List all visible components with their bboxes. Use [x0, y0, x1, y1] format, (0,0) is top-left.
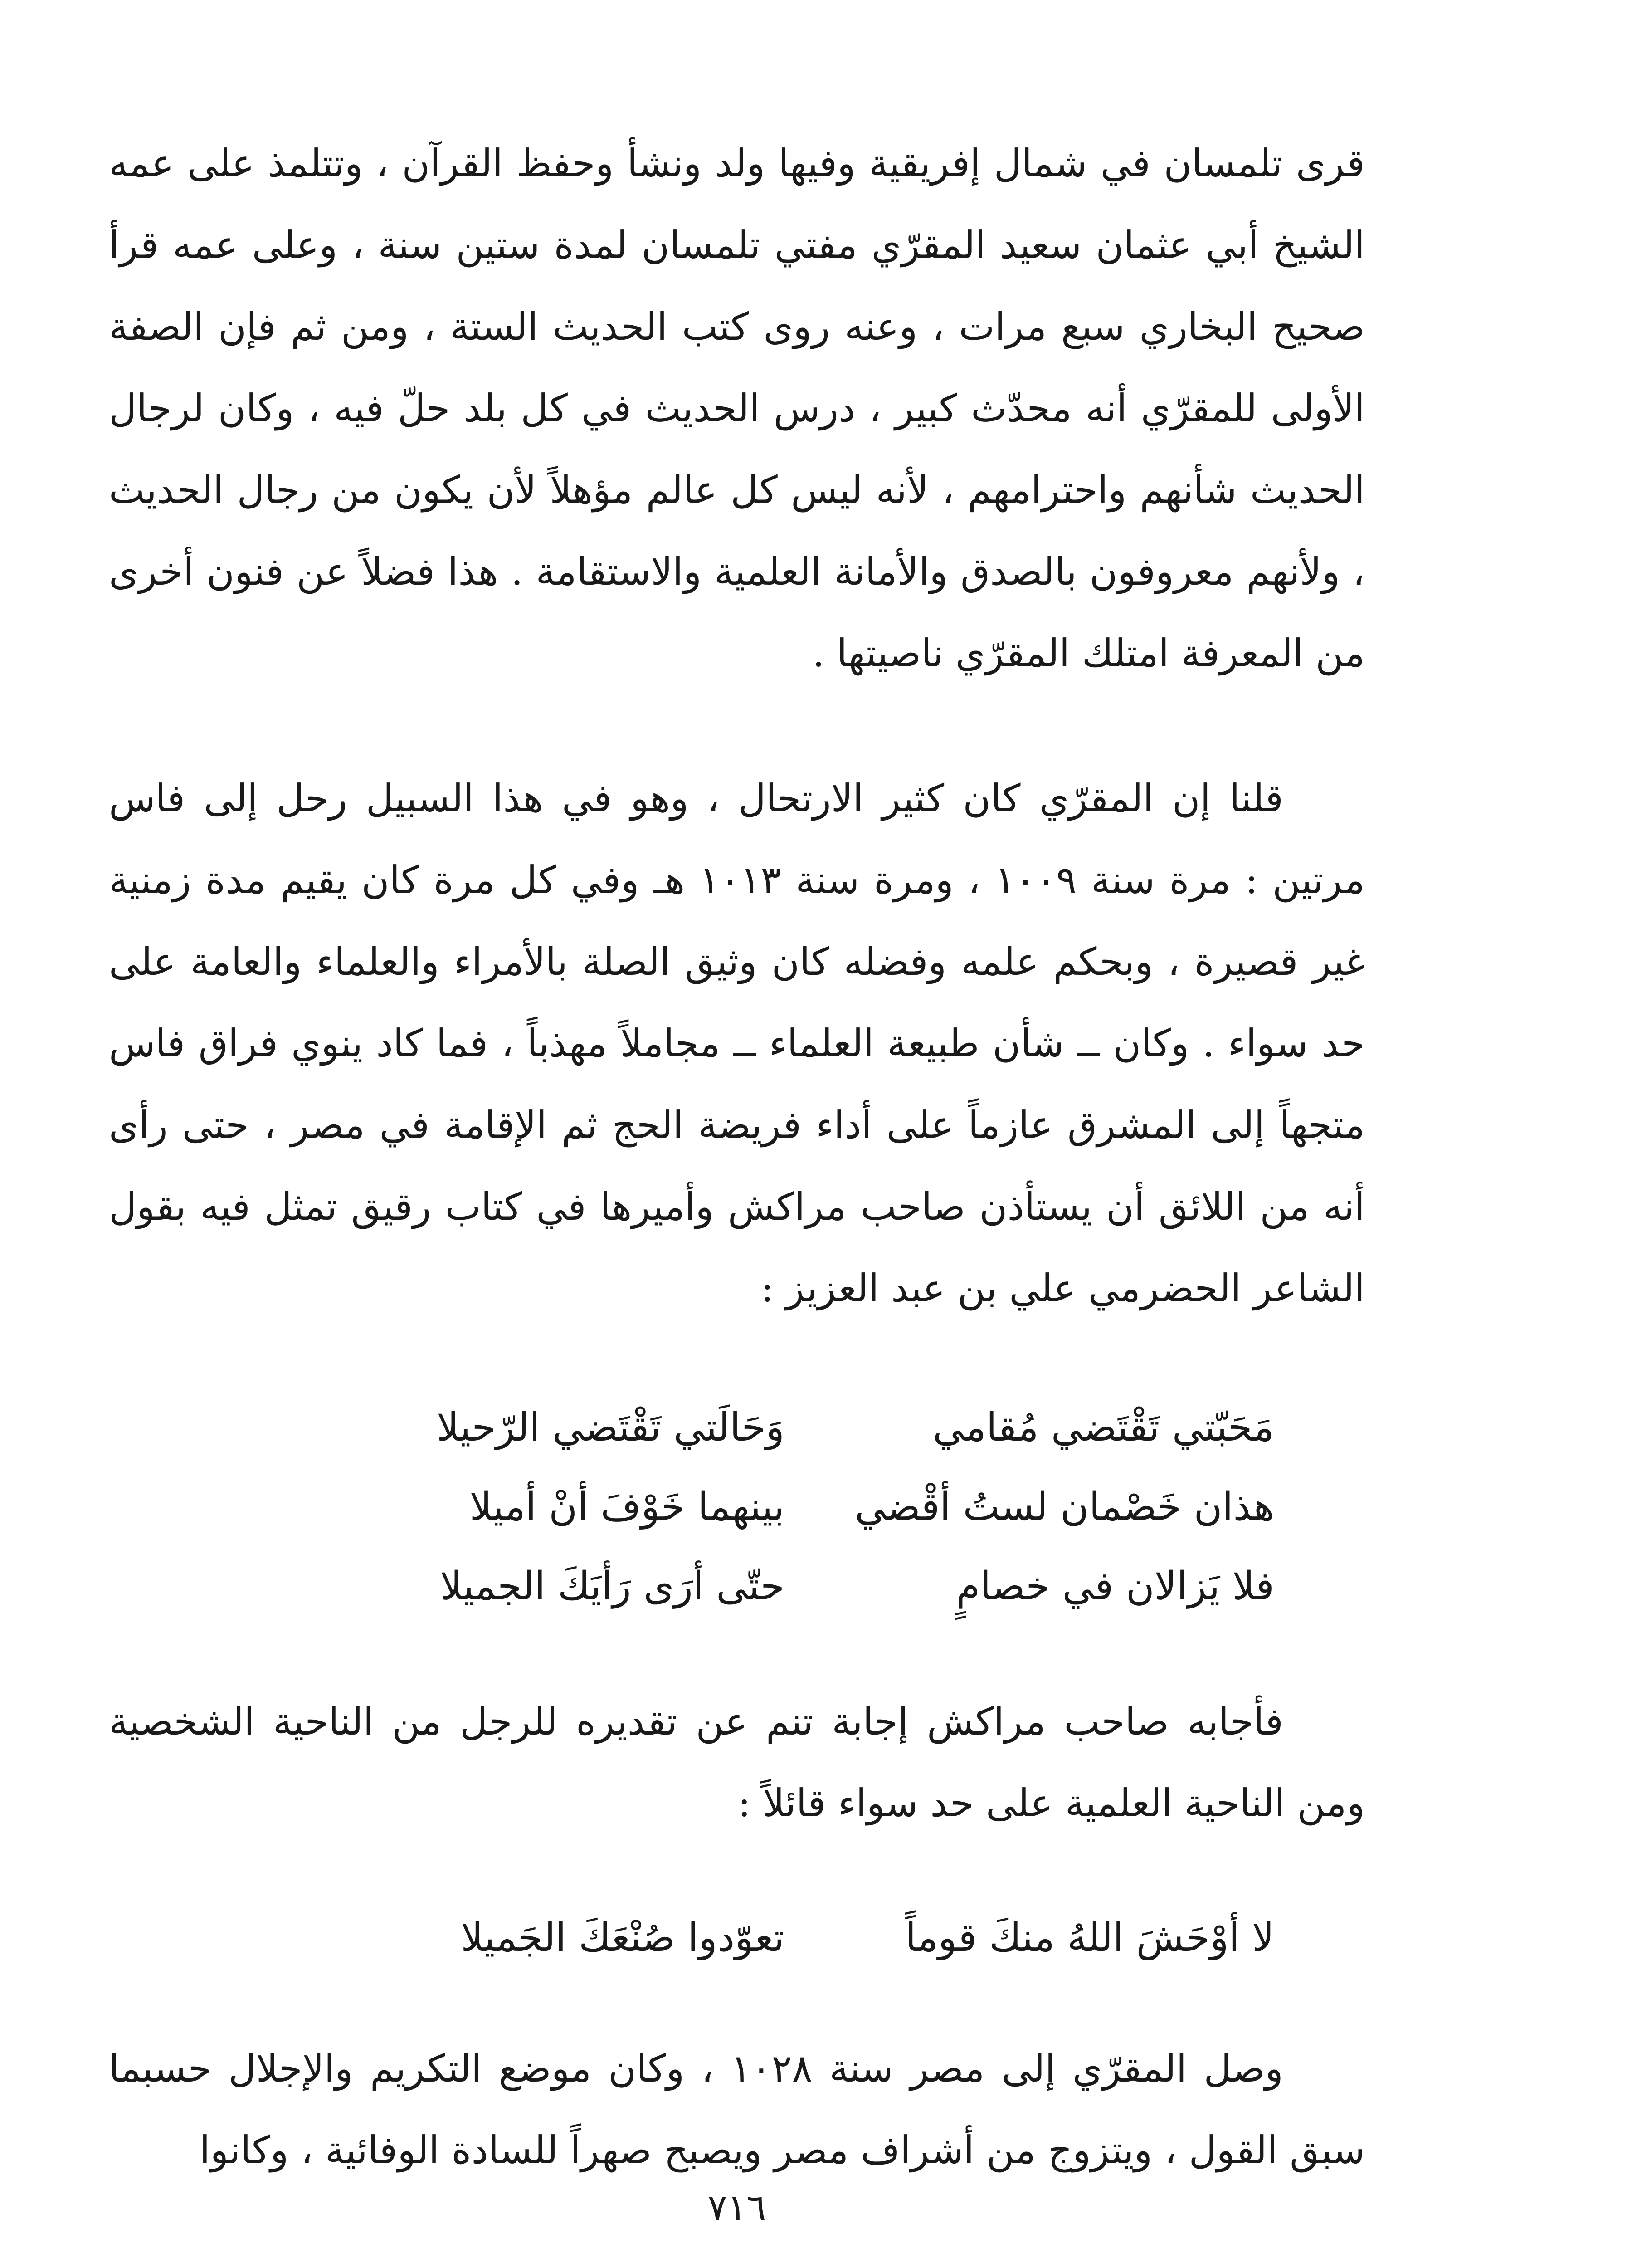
reply-verse [109, 1898, 1365, 1978]
paragraph-4: وصل المقرّي إلى مصر سنة ١٠٢٨ ، وكان موضع التكريم والإجلال حسبما سبق القول ، ويتزوج من أشراف مصر ويصبح صهراً للسادة الوفائية ، وكانوا [109, 2046, 1365, 2172]
poem-block [109, 1388, 1365, 1626]
reply-verse-first-hemistich: لا أوْحَشَ اللهُ منكَ قوماً [905, 1915, 1274, 1960]
reply-verse-second-hemistich: تعوّدوا صُنْعَكَ الجَميلا [461, 1915, 784, 1960]
poem-verse-3 [109, 1547, 1365, 1626]
verse-3-second-hemistich: حتّى أرَى رَأيَكَ الجميلا [440, 1564, 784, 1609]
paragraph-3: فأجابه صاحب مراكش إجابة تنم عن تقديره للرجل من الناحية الشخصية ومن الناحية العلمية على حد سواء قائلاً : [109, 1699, 1365, 1825]
verse-2-second-hemistich: بينهما خَوْفَ أنْ أميلا [469, 1484, 784, 1530]
paragraph-2: قلنا إن المقرّي كان كثير الارتحال ، وهو في هذا السبيل رحل إلى فاس مرتين : مرة سنة ١٠٠٩ ، ومرة سنة ١٠١٣ هـ وفي كل مرة كان يقيم مدة زمنية غير قصيرة ، وبحكم علمه وفضله كان وثيق الصلة بالأمراء والعلماء والعامة على حد سواء . وكان ــ شأن طبيعة العلماء ــ مجاملاً مهذباً ، فما كاد ينوي فراق فاس متجهاً إلى المشرق عازماً على أداء فريضة الحج ثم الإقامة في مصر ، حتى رأى أنه من اللائق أن يستأذن صاحب مراكش وأميرها في كتاب رقيق تمثل فيه بقول الشاعر الحضرمي علي بن عبد العزيز : [109, 776, 1365, 1310]
verse-1-second-hemistich: وَحَالَتي تَقْتَضي الرّحيلا [436, 1405, 784, 1450]
paragraph-1: قرى تلمسان في شمال إفريقية وفيها ولد ونشأ وحفظ القرآن ، وتتلمذ على عمه الشيخ أبي عثمان سعيد المقرّي مفتي تلمسان لمدة ستين سنة ، وعلى عمه قرأ صحيح البخاري سبع مرات ، وعنه روى كتب الحديث الستة ، ومن ثم فإن الصفة الأولى للمقرّي أنه محدّث كبير ، درس الحديث في كل بلد حلّ فيه ، وكان لرجال الحديث شأنهم واحترامهم ، لأنه ليس كل عالم مؤهلاً لأن يكون من رجال الحديث ، ولأنهم معروفون بالصدق والأمانة العلمية والاستقامة . هذا فضلاً عن فنون أخرى من المعرفة امتلك المقرّي ناصيتها . [109, 141, 1365, 675]
book-page [109, 122, 1365, 2229]
poem-verse-1 [109, 1388, 1365, 1467]
page-number: ٧١٦ [707, 2186, 766, 2229]
poem-verse-2 [109, 1467, 1365, 1547]
verse-2-first-hemistich: هذان خَصْمان لستُ أقْضي [854, 1484, 1274, 1530]
verse-3-first-hemistich: فلا يَزالان في خصامٍ [956, 1564, 1274, 1609]
verse-1-first-hemistich: مَحَبّتي تَقْتَضي مُقامي [932, 1405, 1274, 1450]
